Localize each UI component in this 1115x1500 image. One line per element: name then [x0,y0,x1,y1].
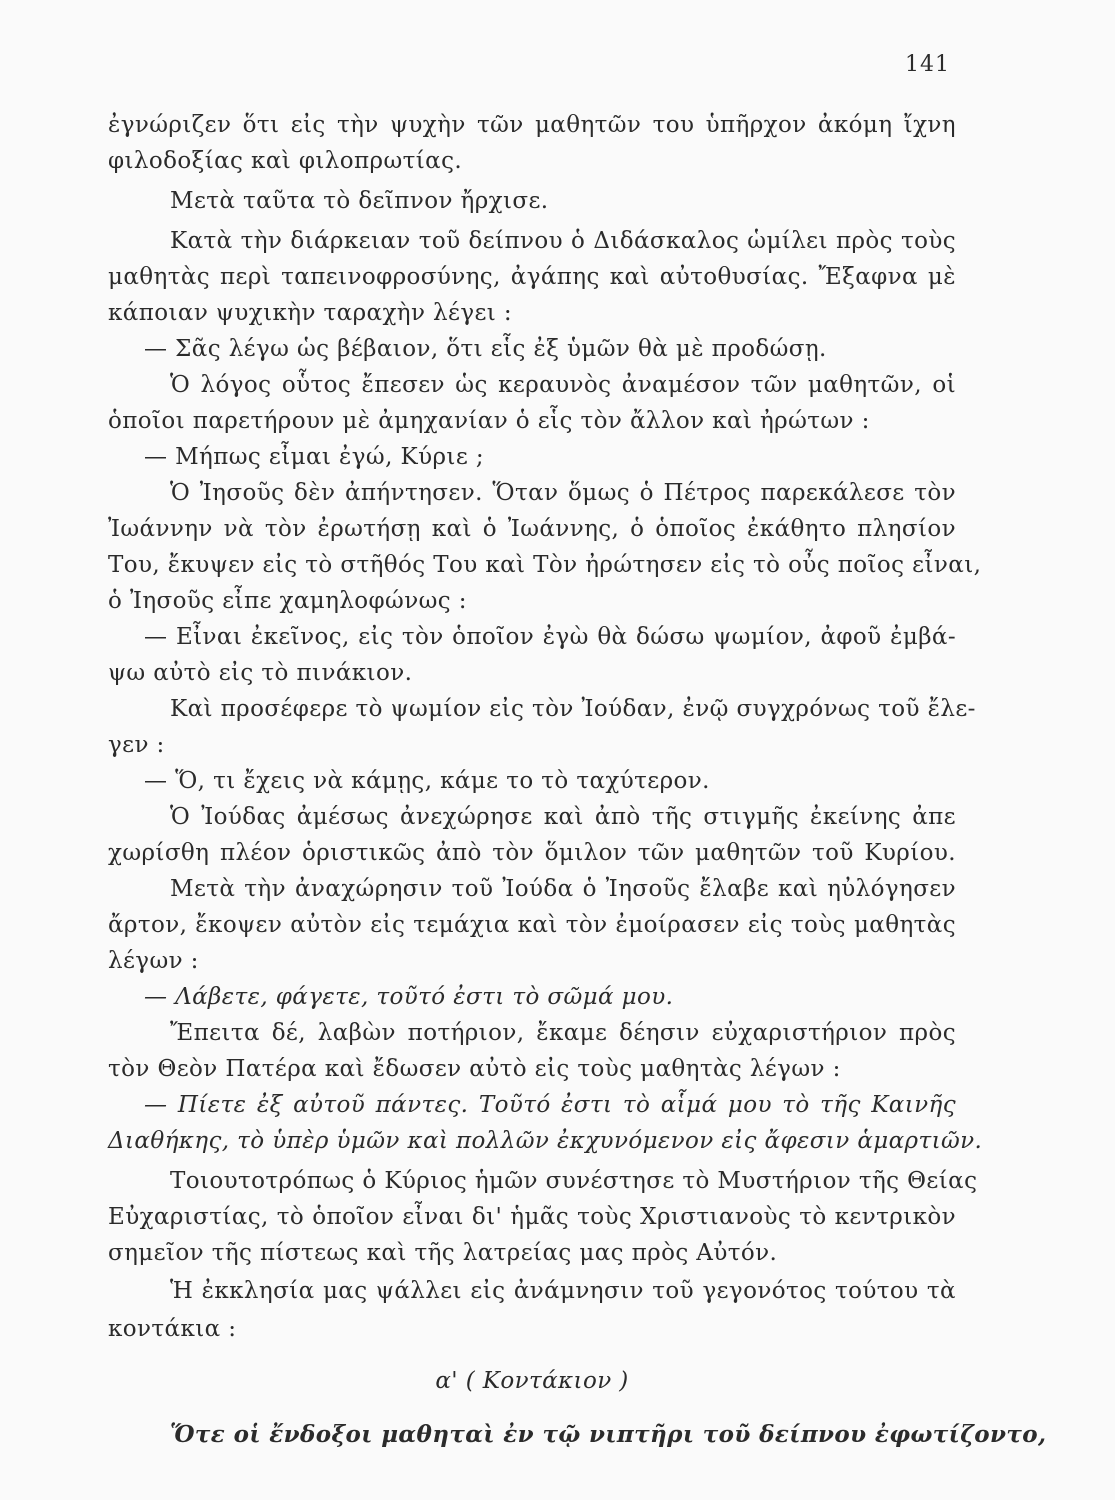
text-line: — Μήπως εἶμαι ἐγώ, Κύριε ; [144,444,484,470]
text-line: — Ὅ, τι ἔχεις νὰ κάμῃς, κάμε το τὸ ταχύτερον. [144,768,710,794]
text-line: κάποιαν ψυχικὴν ταραχὴν λέγει : [108,300,513,326]
text-line: Ἔπειτα δέ, λαβὼν ποτήριον, ἔκαμε δέησιν εὐχαριστήριον πρὸς [170,1020,956,1046]
kontakion-heading: α' ( Κοντάκιον ) [435,1368,629,1394]
text-line: Εὐχαριστίας, τὸ ὁποῖον εἶναι δι' ἡμᾶς τοὺς Χριστιανοὺς τὸ κεντρικὸν [108,1204,956,1230]
text-line: — Λάβετε, φάγετε, τοῦτό ἐστι τὸ σῶμά μου. [144,984,674,1010]
text-line: Ἡ ἐκκλησία μας ψάλλει εἰς ἀνάμνησιν τοῦ γεγονότος τούτου τὰ [170,1278,956,1304]
text-line: Ὅτε οἱ ἔνδοξοι μαθηταὶ ἐν τῷ νιπτῆρι τοῦ δείπνου ἐφωτίζοντο, [170,1421,1047,1448]
text-line: — Πίετε ἐξ αὐτοῦ πάντες. Τοῦτό ἐστι τὸ αἷμά μου τὸ τῆς Καινῆς [144,1092,956,1118]
text-line: Ὁ Ἰησοῦς δὲν ἀπήντησεν. Ὅταν ὅμως ὁ Πέτρος παρεκάλεσε τὸν [170,480,956,506]
text-line: Ὁ λόγος οὗτος ἔπεσεν ὡς κεραυνὸς ἀναμέσον τῶν μαθητῶν, οἱ [170,372,956,398]
text-line: σημεῖον τῆς πίστεως καὶ τῆς λατρείας μας πρὸς Αὐτόν. [108,1240,778,1266]
text-line: Μετὰ τὴν ἀναχώρησιν τοῦ Ἰούδα ὁ Ἰησοῦς ἔλαβε καὶ ηὐλόγησεν [170,876,956,902]
text-line: ψω αὐτὸ εἰς τὸ πινάκιον. [108,660,413,686]
text-line: — Εἶναι ἐκεῖνος, εἰς τὸν ὁποῖον ἐγὼ θὰ δώσω ψωμίον, ἀφοῦ ἐμβά- [144,624,956,650]
text-line: τὸν Θεὸν Πατέρα καὶ ἔδωσεν αὐτὸ εἰς τοὺς μαθητὰς λέγων : [108,1056,841,1082]
text-line: ὁποῖοι παρετήρουν μὲ ἀμηχανίαν ὁ εἷς τὸν ἄλλον καὶ ἠρώτων : [108,408,870,434]
page-number: 141 [905,52,950,77]
text-line: Τοιουτοτρόπως ὁ Κύριος ἡμῶν συνέστησε τὸ Μυστήριον τῆς Θείας [170,1168,978,1194]
text-line: κοντάκια : [108,1316,237,1342]
text-line: Διαθήκης, τὸ ὑπὲρ ὑμῶν καὶ πολλῶν ἐκχυνόμενον εἰς ἄφεσιν ἁμαρτιῶν. [108,1128,983,1154]
text-line: — Σᾶς λέγω ὡς βέβαιον, ὅτι εἷς ἐξ ὑμῶν θὰ μὲ προδώσῃ. [144,336,827,362]
text-line: Του, ἔκυψεν εἰς τὸ στῆθός Του καὶ Τὸν ἠρώτησεν εἰς τὸ οὖς ποῖος εἶναι, [108,552,982,578]
text-line: Ἰωάννην νὰ τὸν ἐρωτήσῃ καὶ ὁ Ἰωάννης, ὁ ὁποῖος ἐκάθητο πλησίον [108,516,956,542]
text-line: γεν : [108,732,165,758]
text-line: χωρίσθη πλέον ὁριστικῶς ἀπὸ τὸν ὅμιλον τῶν μαθητῶν τοῦ Κυρίου. [108,840,956,866]
text-line: Κατὰ τὴν διάρκειαν τοῦ δείπνου ὁ Διδάσκαλος ὡμίλει πρὸς τοὺς [170,228,956,254]
text-line: Καὶ προσέφερε τὸ ψωμίον εἰς τὸν Ἰούδαν, ἐνῷ συγχρόνως τοῦ ἔλε- [170,696,976,722]
text-line: μαθητὰς περὶ ταπεινοφροσύνης, ἀγάπης καὶ αὐτοθυσίας. Ἔξαφνα μὲ [108,264,956,290]
text-line: Ὁ Ἰούδας ἀμέσως ἀνεχώρησε καὶ ἀπὸ τῆς στιγμῆς ἐκείνης ἀπε [170,804,956,830]
text-line: Μετὰ ταῦτα τὸ δεῖπνον ἤρχισε. [170,188,549,214]
text-line: λέγων : [108,948,199,974]
text-line: φιλοδοξίας καὶ φιλοπρωτίας. [108,148,463,174]
text-line: ἐγνώριζεν ὅτι εἰς τὴν ψυχὴν τῶν μαθητῶν του ὑπῆρχον ἀκόμη ἴχνη [108,112,956,138]
text-line: ὁ Ἰησοῦς εἶπε χαμηλοφώνως : [108,588,467,614]
text-line: ἄρτον, ἔκοψεν αὐτὸν εἰς τεμάχια καὶ τὸν ἐμοίρασεν εἰς τοὺς μαθητὰς [108,912,956,938]
